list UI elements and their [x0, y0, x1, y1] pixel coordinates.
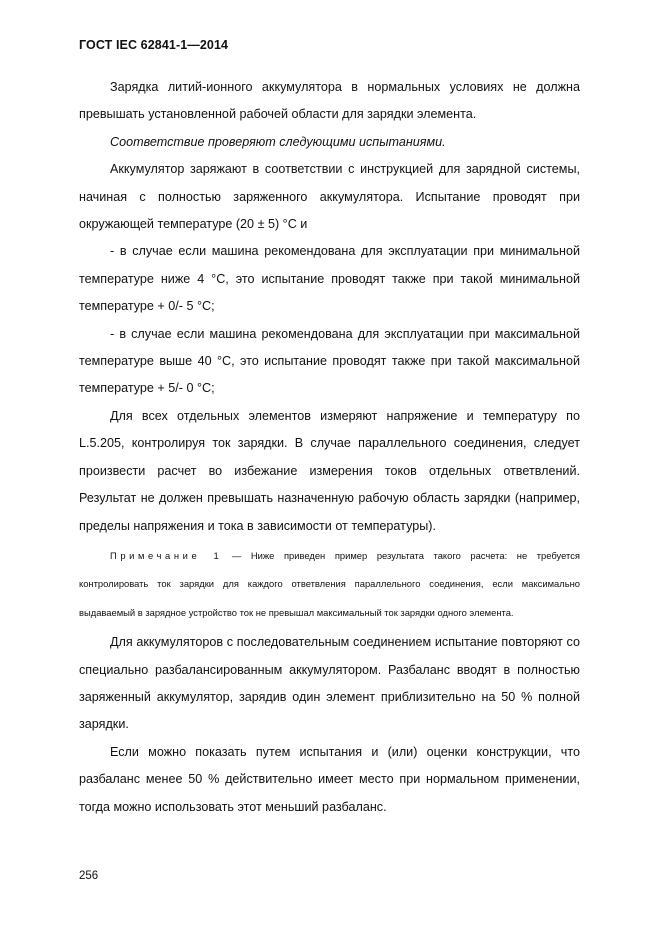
paragraph-imbalance: Если можно показать путем испытания и (или) оценки конструкции, что разбаланс менее 50 % действительно имеет место при нормальном применении, тогда можно использовать этот меньший разбаланс. — [79, 744, 580, 814]
paragraph-charging-limit: Зарядка литий-ионного аккумулятора в нормальных условиях не должна превышать установленной рабочей области для зарядки элемента. — [79, 80, 580, 122]
paragraph-max-temperature: - в случае если машина рекомендована для эксплуатации при максимальной температуре выше 40 °С, это испытание проводят также при такой максимальной температуре + 5/- 0 °С; — [79, 326, 580, 396]
paragraph-cell-measurement: Для всех отдельных элементов измеряют напряжение и температуру по L.5.205, контролируя ток зарядки. В случае параллельного соединения, следует произвести расчет во избежание измерения токов отдельных ответвлений. Результат не должен превышать назначенную рабочую область зарядки (например, пределы напряжения и тока в зависимости от температуры). — [79, 408, 580, 533]
paragraph-min-temperature: - в случае если машина рекомендована для эксплуатации при минимальной температуре ниже 4 °С, это испытание проводят также при такой минимальной температуре + 0/- 5 °С; — [79, 244, 580, 314]
paragraph-series-connection: Для аккумуляторов с последовательным соединением испытание повторяют со специально разбалансированным аккумулятором. Разбаланс вводят в полностью заряженный аккумулятор, зарядив один элемент приблизительно на 50 % полной зарядки. — [79, 635, 580, 732]
paragraph-compliance-check: Соответствие проверяют следующими испытаниями. — [110, 134, 446, 149]
note-paragraph — [79, 542, 580, 627]
paragraph-test-procedure: Аккумулятор заряжают в соответствии с инструкцией для зарядной системы, начиная с полностью заряженного аккумулятора. Испытание проводят при окружающей температуре (20 ± 5) °С и — [79, 162, 580, 232]
document-body — [79, 74, 580, 821]
note-label: Примечание 1 — [110, 549, 223, 561]
note-text: — Ниже приведен пример результата такого расчета: не требуется контролировать ток зарядки для каждого ответвления параллельного соединения, если максимально выдаваемый в зарядное устройство ток не превышал максимальный ток зарядки одного элемента. — [79, 549, 580, 618]
page-number: 256 — [79, 870, 99, 882]
document-header: ГОСТ IEC 62841-1—2014 — [79, 38, 229, 52]
